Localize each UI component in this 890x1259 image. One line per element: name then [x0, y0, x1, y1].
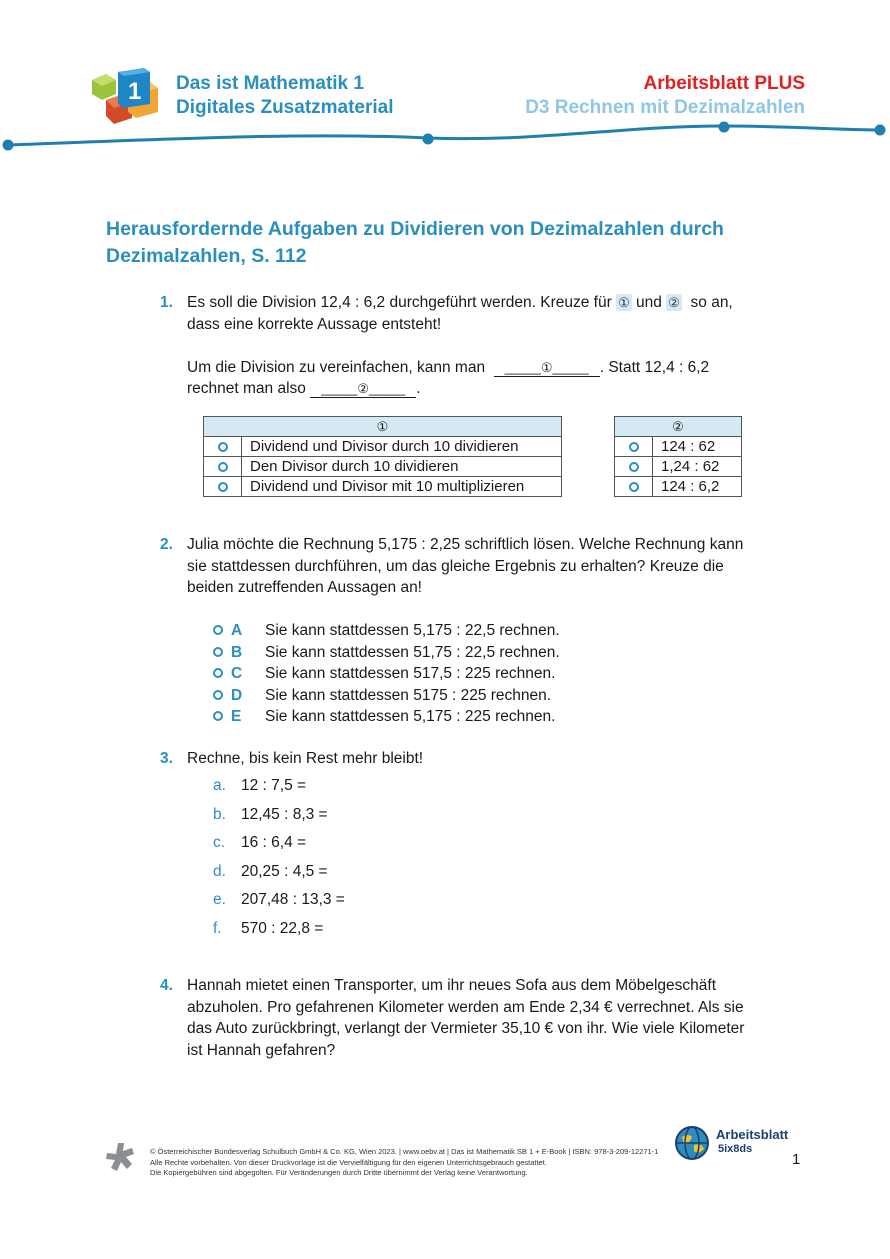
task-text: beiden zutreffenden Aussagen an!: [187, 579, 422, 596]
option-circle[interactable]: [629, 442, 639, 452]
worksheet-type: Arbeitsblatt PLUS: [643, 73, 805, 94]
globe-icon: [674, 1125, 710, 1161]
task-text: Rechne, bis kein Rest mehr bleibt!: [187, 750, 424, 767]
arbeitsblatt-logo: Arbeitsblatt 5ix8ds: [674, 1123, 792, 1163]
header-left: [176, 72, 394, 120]
task-2: [160, 534, 790, 599]
blank-2[interactable]: _____②_____: [310, 380, 416, 398]
task-text: Um die Division zu vereinfachen, kann man _____①_____ . Statt 12,4 : 6,2: [187, 358, 710, 376]
option-circle[interactable]: [213, 625, 223, 635]
task-text: abzuholen. Pro gefahrenen Kilometer werden am Ende 2,34 € verrechnet. Als sie: [187, 998, 744, 1016]
option-circle[interactable]: [213, 668, 223, 678]
task-text: Julia möchte die Rechnung 5,175 : 2,25 schriftlich lösen. Welche Rechnung kann: [187, 536, 744, 553]
blank-1[interactable]: _____①_____: [494, 359, 600, 377]
task-number: 3.: [160, 750, 173, 767]
book-title: Das ist Mathematik 1: [176, 73, 364, 94]
choice-table-1: [203, 416, 562, 497]
page-title: Herausfordernde Aufgaben zu Dividieren von Dezimalzahlen durch Dezimalzahlen, S. 112: [106, 218, 724, 267]
option-circle[interactable]: [213, 647, 223, 657]
option-circle[interactable]: [213, 690, 223, 700]
choice-table-2: [614, 416, 742, 497]
task-3: [160, 748, 790, 770]
publisher-logo-icon: [104, 1141, 136, 1173]
header-wave-divider: [0, 118, 890, 158]
option-circle[interactable]: [218, 482, 228, 492]
option-circle[interactable]: [629, 462, 639, 472]
table-row: 1,24 : 62: [615, 457, 742, 477]
marker-1: ①: [618, 295, 630, 310]
task-text: rechnet man also _____②_____ .: [187, 380, 421, 397]
table-row: 124 : 6,2: [615, 477, 742, 497]
table-row: 124 : 62: [615, 437, 742, 457]
task-1: [160, 292, 790, 400]
task-4: [160, 975, 790, 1061]
task-number: 4.: [160, 977, 173, 994]
task-text: ist Hannah gefahren?: [187, 1041, 336, 1059]
svg-text:1: 1: [128, 78, 142, 105]
footer-copyright: © Österreichischer Bundesverlag Schulbuch GmbH & Co. KG, Wien 2023. | www.oebv.at | Das ist Mathematik SB 1 + E-Book | ISBN: 978-3-209-12271-1 Alle Rechte vorbehalten. Von dieser Druckvorlage ist die Vervielfältigung für den eigenen Unterrichtsgebrauch gestattet. Die Kopiergebühren sind abgegolten. Für Veränderungen durch Dritte übernimmt der Verlag keine Verantwortung.: [150, 1147, 659, 1177]
task-number: 2.: [160, 536, 173, 553]
table-header: ②: [615, 417, 742, 437]
task-number: 1.: [160, 294, 173, 311]
header-right: [525, 72, 805, 120]
book-subtitle: Digitales Zusatzmaterial: [176, 97, 394, 118]
marker-2: ②: [668, 295, 680, 310]
table-row: Dividend und Divisor durch 10 dividieren: [204, 437, 562, 457]
option-circle[interactable]: [218, 462, 228, 472]
task-text: sie stattdessen durchführen, um das gleiche Ergebnis zu erhalten? Kreuze die: [187, 557, 724, 575]
option-circle[interactable]: [629, 482, 639, 492]
worksheet-topic: D3 Rechnen mit Dezimalzahlen: [525, 97, 805, 118]
task-text: Hannah mietet einen Transporter, um ihr neues Sofa aus dem Möbelgeschäft: [187, 977, 717, 994]
task-text: das Auto zurückbringt, verlangt der Vermieter 35,10 € von ihr. Wie viele Kilometer: [187, 1020, 745, 1037]
table-header: ①: [204, 417, 562, 437]
table-row: Dividend und Divisor mit 10 multiplizieren: [204, 477, 562, 497]
page-number: 1: [792, 1151, 801, 1168]
task-text: Es soll die Division 12,4 : 6,2 durchgeführt werden. Kreuze für ① und ② so an,: [187, 294, 733, 311]
option-circle[interactable]: [213, 711, 223, 721]
task-text: dass eine korrekte Aussage entsteht!: [187, 315, 442, 333]
option-circle[interactable]: [218, 442, 228, 452]
table-row: Den Divisor durch 10 dividieren: [204, 457, 562, 477]
